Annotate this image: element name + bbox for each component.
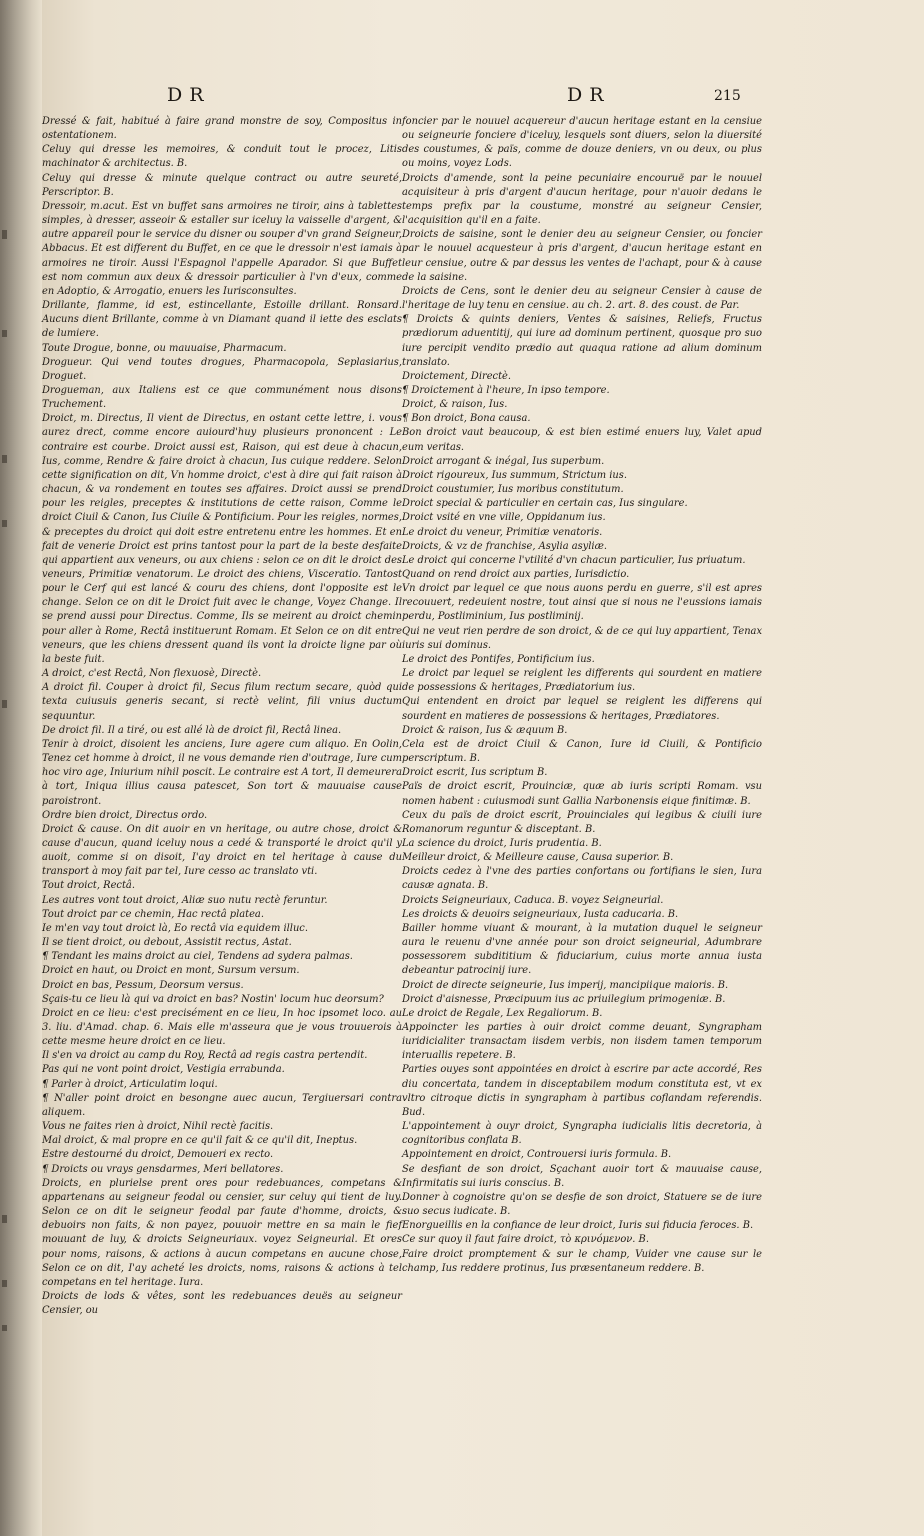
dictionary-entry: Appoincter les parties à ouir droict comme deuant, Syngrapham iuridicialiter transactam iisdem verbis, non iisdem tamen temporum interuallis repetere. B. xyxy=(402,1022,762,1062)
dictionary-entry: Droict d'aisnesse, Præcipuum ius ac priuilegium primogeniæ. B. xyxy=(402,993,726,1005)
dictionary-entry: Enorgueillis en la confiance de leur droict, Iuris sui fiducia feroces. B. xyxy=(402,1220,754,1232)
dictionary-entry: Le droict de Regale, Lex Regaliorum. B. xyxy=(402,1007,603,1019)
dictionary-entry: foncier par le nouuel acquereur d'aucun heritage estant en la censiue ou seigneurie fonciere d'iceluy, lesquels sont diuers, selon la diuersité des coustumes, & païs, comme de douze deniers, vn ou deux, ou plus ou moins, voyez Lods. xyxy=(402,116,762,170)
dictionary-entry: Qui ne veut rien perdre de son droict, & de ce qui luy appartient, Tenax iuris sui dominus. xyxy=(402,625,763,651)
dictionary-entry: Le droict par lequel se reiglent les differents qui sourdent en matiere de possessions & heritages, Prædiatorium ius. xyxy=(402,668,762,694)
dictionary-entry: Droict coustumier, Ius moribus constitutum. xyxy=(402,484,624,496)
dictionary-entry: Droicts de lods & vêtes, sont les redebuances deuës au seigneur Censier, ou xyxy=(42,1290,402,1317)
dictionary-entry: Droict en bas, Pessum, Deorsum versus. xyxy=(42,979,244,991)
dictionary-entry: Tenir à droict, disoient les anciens, Iure agere cum aliquo. En Oolin, Tenez cet homme à droict, il ne vous demande rien d'outrage, Iure cum hoc viro age, Iniurium nihil poscit. Le contraire est A tort, Il demeurera à tort, Iniqua illius causa patescet, Son tort & mauuaise cause paroistront. xyxy=(42,738,402,807)
dictionary-entry: Toute Drogue, bonne, ou mauuaise, Pharmacum. xyxy=(42,342,287,354)
right-column xyxy=(402,115,762,1276)
dictionary-entry: Le droict qui concerne l'vtilité d'vn chacun particulier, Ius priuatum. xyxy=(402,554,746,566)
dictionary-entry: Faire droict promptement & sur le champ, Vuider vne cause sur le champ, Ius reddere protinus, Ius præsentaneum reddere. B. xyxy=(402,1248,762,1274)
dictionary-entry: Estre destourné du droict, Demoueri ex recto. xyxy=(42,1149,274,1161)
dictionary-entry: Bailler homme viuant & mourant, à la mutation duquel le seigneur aura le reuenu d'vne année pour son droict seigneurial, Adumbrare possessorem subdititium & fiduciarium, cuius morte annua iusta debeantur patrocinij iure. xyxy=(402,922,762,977)
dictionary-entry: Drogueur. Qui vend toutes drogues, Pharmacopola, Seplasiarius, Droguet. xyxy=(42,356,402,382)
left-column xyxy=(42,115,402,1318)
dictionary-entry: Il se tient droict, ou debout, Assistit rectus, Astat. xyxy=(42,937,292,949)
dictionary-entry: Droicts de Cens, sont le denier deu au seigneur Censier à cause de l'heritage de luy tenu en censiue. au ch. 2. art. 8. des coust. de Par. xyxy=(402,285,762,312)
dictionary-entry: ¶ N'aller point droict en besongne auec aucun, Tergiuersari contra aliquem. xyxy=(42,1092,402,1118)
book-page xyxy=(42,0,924,1536)
dictionary-entry: Droicts, & vz de franchise, Asylia asyliæ. xyxy=(402,540,607,552)
dictionary-entry: Celuy qui dresse & minute quelque contract ou autre seureté, Perscriptor. B. xyxy=(42,172,402,198)
dictionary-entry: ¶ Droicts ou vrays gensdarmes, Meri bellatores. xyxy=(42,1163,284,1175)
dictionary-entry: Ce sur quoy il faut faire droict, τὸ κρινόμενον. B. xyxy=(402,1234,649,1246)
dictionary-entry: De droict fil. Il a tiré, ou est allé là de droict fil, Rectâ linea. xyxy=(42,724,342,736)
dictionary-entry: Bon droict vaut beaucoup, & est bien estimé enuers luy, Valet apud eum veritas. xyxy=(402,427,762,453)
dictionary-entry: Vn droict par lequel ce que nous auons perdu en guerre, s'il est apres recouuert, redeuient nostre, tout ainsi que si nous ne l'eussions iamais perdu, Postliminium, Ius postliminij. xyxy=(402,583,762,623)
dictionary-entry: Mal droict, & mal propre en ce qu'il fait & ce qu'il dit, Ineptus. xyxy=(42,1135,358,1147)
running-head-right: DR xyxy=(567,84,611,106)
dictionary-entry: Quand on rend droict aux parties, Iurisdictio. xyxy=(402,569,630,580)
dictionary-entry: Le droict des Pontifes, Pontificium ius. xyxy=(402,653,595,665)
dictionary-entry: ¶ Parler à droict, Articulatim loqui. xyxy=(42,1078,218,1090)
dictionary-entry: Dressoir, m.acut. Est vn buffet sans armoires ne tiroir, ains à tablettes simples, à dresser, asseoir & estaller sur iceluy la vaisselle d'argent, & autre appareil pour le service du disner ou souper d'vn grand Seigneur, Abbacus. Et est different du Buffet, en ce que le dressoir n'est iamais à armoires ne tiroir. Aussi l'Espagnol l'appelle Aparador. Si que Buffet est nom commun aux deux & dressoir particulier à l'vn d'eux, comme en Adoptio, & Arrogatio, enuers les Iurisconsultes. xyxy=(42,200,402,297)
dictionary-entry: Parties ouyes sont appointées en droict à escrire par acte accordé, Res diu concertata, tandem in disceptabilem modum constituta est, vt ex vltro citroque dictis in syngrapham à partibus coflandam referendis. Bud. xyxy=(402,1064,762,1118)
dictionary-entry: Sçais-tu ce lieu là qui va droict en bas? Nostin' locum huc deorsum? xyxy=(42,993,384,1005)
dictionary-entry: Droict rigoureux, Ius summum, Strictum ius. xyxy=(402,469,627,481)
dictionary-entry: La science du droict, Iuris prudentia. B. xyxy=(402,837,602,849)
dictionary-entry: Droict en haut, ou Droict en mont, Sursum versum. xyxy=(42,965,300,977)
dictionary-entry: ¶ Tendant les mains droict au ciel, Tendens ad sydera palmas. xyxy=(42,951,353,963)
dictionary-entry: ¶ Bon droict, Bona causa. xyxy=(402,413,531,425)
dictionary-entry: Tout droict par ce chemin, Hac rectâ platea. xyxy=(42,908,264,920)
dictionary-entry: Donner à cognoistre qu'on se desfie de son droict, Statuere se de iure suo secus iudicate. B. xyxy=(402,1191,762,1218)
page-number: 215 xyxy=(714,88,741,104)
facing-page-edge xyxy=(2,0,12,1536)
dictionary-entry: ¶ Droicts & quints deniers, Ventes & saisines, Reliefs, Fructus prædiorum aduentitij, qui iure ad dominum pertinent, quosque pro suo iure percipit vendito prædio aut quaqua ratione ad alium dominum translato. xyxy=(402,314,762,368)
dictionary-entry: Droicts Seigneuriaux, Caduca. B. voyez Seigneurial. xyxy=(402,894,664,906)
dictionary-entry: Droicts cedez à l'vne des parties confortans ou fortifians le sien, Iura causæ agnata. B. xyxy=(402,866,762,892)
dictionary-entry: Tout droict, Rectâ. xyxy=(42,880,135,892)
dictionary-entry: Païs de droict escrit, Prouinciæ, quæ ab iuris scripti Romam. vsu nomen habent : cuiusmodi sunt Gallia Narbonensis eique finitimæ. B. xyxy=(402,781,762,807)
dictionary-entry: Les droicts & deuoirs seigneuriaux, Iusta caducaria. B. xyxy=(402,908,679,920)
dictionary-entry: Pas qui ne vont point droict, Vestigia errabunda. xyxy=(42,1064,285,1076)
binding-gutter xyxy=(0,0,42,1536)
running-head-left: DR xyxy=(167,84,211,106)
dictionary-entry: Droict arrogant & inégal, Ius superbum. xyxy=(402,455,605,467)
dictionary-entry: Droict en ce lieu: c'est precisément en ce lieu, In hoc ipsomet loco. au 3. liu. d'Amad. chap. 6. Mais elle m'asseura que je vous trouuerois à cette mesme heure droict en ce lieu. xyxy=(42,1007,402,1048)
dictionary-entry: Le droict du veneur, Primitiæ venatoris. xyxy=(402,526,603,538)
dictionary-entry: Droict, m. Directus, Il vient de Directus, en ostant cette lettre, i. vous aurez drect, comme encore auiourd'huy plusieurs prononcent : Le contraire est courbe. Droict aussi est, Raison, qui est deue à chacun, Ius, comme, Rendre & faire droict à chacun, Ius cuique reddere. Selon cette signification on dit, Vn homme droict, c'est à dire qui fait raison à chacun, & va rondement en toutes ses affaires. Droict aussi se prend pour les reigles, preceptes & institutions de cette raison, Comme le droict Ciuil & Canon, Ius Ciuile & Pontificium. Pour les reigles, normes, & preceptes du droict qui doit estre entretenu entre les hommes. Et en fait de venerie Droict est prins tantost pour la part de la beste desfaite qui appartient aux veneurs, ou aux chiens : selon ce on dit le droict des veneurs, Primitiæ venatorum. Le droict des chiens, Visceratio. Tantost pour le Cerf qui est lancé & couru des chiens, dont l'opposite est le change. Selon ce on dit le Droict fuit avec le change, Voyez Change. Il se prend aussi pour Directus. Comme, Ils se meirent au droict chemin pour aller à Rome, Rectâ instituerunt Romam. Et Selon ce on dit entre veneurs, que les chiens dressent quand ils vont la droicte ligne par où la beste fuit. xyxy=(42,413,402,665)
dictionary-entry: Droict, & raison, Ius. xyxy=(402,399,508,411)
dictionary-entry: Drogueman, aux Italiens est ce que communément nous disons Truchement. xyxy=(42,384,402,411)
dictionary-entry: Ie m'en vay tout droict là, Eo rectâ via equidem illuc. xyxy=(42,922,308,934)
dictionary-entry: A droict, c'est Rectâ, Non flexuosè, Directè. xyxy=(42,668,262,680)
dictionary-entry: Appointement en droict, Controuersi iuris formula. B. xyxy=(402,1149,672,1161)
dictionary-entry: Vous ne faites rien à droict, Nihil rectè facitis. xyxy=(42,1121,274,1133)
dictionary-entry: Droicts, en plurielse prent ores pour redebuances, competans & appartenans au seigneur feodal ou censier, sur celuy qui tient de luy. Selon ce on dit le seigneur feodal par faute d'homme, droicts, & debuoirs non faits, & non payez, pouuoir mettre en sa main le fief mouuant de luy, & droicts Seigneuriaux. voyez Seigneurial. Et ores pour noms, raisons, & actions à aucun competans en aucune chose, Selon ce on dit, I'ay acheté les droicts, noms, raisons & actions à tel competans en tel heritage. Iura. xyxy=(42,1177,402,1288)
dictionary-entry: Droicts d'amende, sont la peine pecuniaire encouruë par le nouuel acquisiteur à pris d'argent d'aucun heritage, pour n'auoir dedans le temps prefix par la coustume, monstré au seigneur Censier, l'acquisition qu'il en a faite. xyxy=(402,172,762,227)
dictionary-entry: Drillante, flamme, id est, estincellante, Estoille drillant. Ronsard. Aucuns dient Brillante, comme à vn Diamant quand il iette des esclats de lumiere. xyxy=(42,300,402,340)
running-head xyxy=(42,84,924,112)
dictionary-entry: Droict special & particulier en certain cas, Ius singulare. xyxy=(402,498,688,510)
dictionary-entry: Les autres vont tout droict, Aliæ suo nutu rectè feruntur. xyxy=(42,894,328,906)
dictionary-entry: Droictement, Directè. xyxy=(402,370,512,382)
dictionary-entry: Droict & cause. On dit auoir en vn heritage, ou autre chose, droict & cause d'aucun, quand iceluy nous a cedé & transporté le droict qu'il y auoit, comme si on disoit, I'ay droict en tel heritage à cause du transport à moy fait par tel, Iure cesso ac translato vti. xyxy=(42,823,402,878)
dictionary-entry: Ceux du païs de droict escrit, Prouinciales qui legibus & ciuili iure Romanorum reguntur & disceptant. B. xyxy=(402,809,762,835)
dictionary-entry: Droicts de saisine, sont le denier deu au seigneur Censier, ou foncier par le nouuel acquesteur à pris d'argent, d'aucun heritage estant en leur censiue, outre & par dessus les ventes de l'achapt, pour & à cause de la saisine. xyxy=(402,229,762,283)
dictionary-entry: ¶ Droictement à l'heure, In ipso tempore. xyxy=(402,384,610,396)
dictionary-entry: Droict vsité en vne ville, Oppidanum ius. xyxy=(402,512,606,524)
dictionary-entry: Il s'en va droict au camp du Roy, Rectâ ad regis castra pertendit. xyxy=(42,1050,368,1062)
dictionary-entry: Qui entendent en droict par lequel se reiglent les differens qui sourdent en matieres de possessions & heritages, Prædiatores. xyxy=(402,696,762,722)
dictionary-entry: Se desfiant de son droict, Sçachant auoir tort & mauuaise cause, Infirmitatis sui iuris conscius. B. xyxy=(402,1163,762,1189)
dictionary-entry: A droict fil. Couper à droict fil, Secus filum rectum secare, quòd qui texta cuiusuis generis secant, si rectè velint, fili vnius ductum sequuntur. xyxy=(42,682,402,722)
dictionary-entry: Droict de directe seigneurie, Ius imperij, mancipiique maioris. B. xyxy=(402,979,729,991)
dictionary-entry: Meilleur droict, & Meilleure cause, Causa superior. B. xyxy=(402,852,674,864)
dictionary-entry: Cela est de droict Ciuil & Canon, Iure id Ciuili, & Pontificio perscriptum. B. xyxy=(402,738,762,765)
dictionary-entry: Dressé & fait, habitué à faire grand monstre de soy, Compositus in ostentationem. xyxy=(42,116,402,142)
dictionary-entry: Ordre bien droict, Directus ordo. xyxy=(42,809,208,821)
dictionary-entry: Droict & raison, Ius & æquum B. xyxy=(402,724,568,736)
dictionary-entry: Celuy qui dresse les memoires, & conduit tout le procez, Litis machinator & architectus. B. xyxy=(42,144,402,170)
dictionary-entry: L'appointement à ouyr droict, Syngrapha iudicialis litis decretoria, à cognitoribus conflata B. xyxy=(402,1121,762,1147)
dictionary-entry: Droict escrit, Ius scriptum B. xyxy=(402,767,548,779)
